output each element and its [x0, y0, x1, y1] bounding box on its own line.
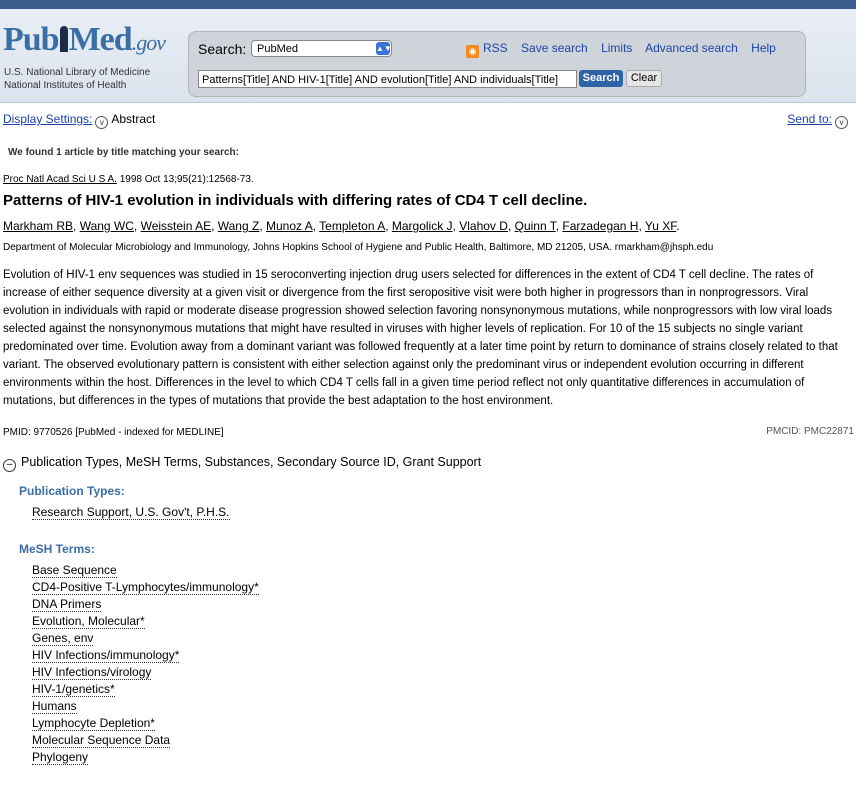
mesh-term[interactable]: Molecular Sequence Data [32, 733, 171, 747]
logo-text-pub: Pub [3, 21, 59, 58]
author-link[interactable]: Vlahov D [459, 219, 508, 233]
header [0, 9, 856, 103]
display-settings [3, 112, 155, 129]
details-header: Publication Types, MeSH Terms, Substances, Secondary Source ID, Grant Support [21, 455, 482, 469]
mesh-term[interactable]: CD4-Positive T-Lymphocytes/immunology* [32, 580, 259, 594]
publication-types-heading: Publication Types: [19, 484, 125, 498]
mesh-term[interactable]: Genes, env [32, 631, 94, 645]
author-link[interactable]: Farzadegan H [562, 219, 639, 233]
dropdown-arrow-icon: ▲▼ [376, 44, 392, 53]
limits-link[interactable]: Limits [601, 41, 633, 55]
logo-text-med: Med [68, 21, 132, 58]
top-bar [0, 0, 856, 9]
save-search-link[interactable]: Save search [521, 41, 588, 55]
display-format: Abstract [111, 112, 156, 126]
author-list: Markham RB, Wang WC, Weisstein AE, Wang Z, Munoz A, Templeton A, Margolick J, Vlahov D, Quinn T, Farzadegan H, Yu XF. [3, 219, 680, 233]
pmcid: PMCID: PMC22871 [766, 426, 854, 437]
search-button[interactable]: Search [579, 70, 623, 87]
rss-icon[interactable]: ◉ [466, 45, 479, 58]
author-link[interactable]: Markham RB [3, 219, 74, 233]
author-link[interactable]: Templeton A [319, 219, 386, 233]
mesh-term[interactable]: HIV Infections/virology [32, 665, 152, 679]
mesh-term[interactable]: DNA Primers [32, 597, 102, 611]
display-settings-link[interactable]: Display Settings: [3, 112, 93, 126]
details-toggle[interactable] [3, 455, 481, 472]
send-to [787, 112, 851, 129]
article-title: Patterns of HIV-1 evolution in individuals with differing rates of CD4 T cell decline. [3, 192, 588, 209]
mesh-term[interactable]: HIV-1/genetics* [32, 682, 115, 696]
found-message: We found 1 article by title matching your search: [8, 147, 239, 158]
author-link[interactable]: Wang Z [217, 219, 260, 233]
logo-gov: .gov [131, 30, 165, 55]
help-link[interactable]: Help [751, 41, 776, 55]
journal-link[interactable]: Proc Natl Acad Sci U S A. [3, 174, 117, 185]
author-link[interactable]: Weisstein AE [140, 219, 212, 233]
rss-link[interactable]: RSS [483, 41, 508, 55]
abstract-text: Evolution of HIV-1 env sequences was studied in 15 seroconverting injection drug users selected for differences in the extent of CD4 T cell decline. The rates of increase of either sequence diversity at a given visit or divergence from the first seropositive visit were both higher in progressors than in nonprogressors. Viral evolution in individuals with rapid or moderate disease progression showed selection favoring nonsynonymous mutations, while nonprogressors with low viral loads selected against the nonsynonymous mutations that might have resulted in viruses with higher levels of replication. For 10 of the 15 subjects no single variant predominated over time. Evolution away from a dominant variant was followed frequently at a later time point by return to dominance of strains closely related to that variant. The observed evolutionary pattern is consistent with either selection against only the predominant virus or independent evolution occurring in different environments within the host. Differences in the level to which CD4 T cells fall in a given time period reflect not only quantitative differences in accumulation of mutations, but differences in the types of mutations that provide the best adaptation to the host environment. [3, 269, 838, 407]
nlm-line2: National Institutes of Health [4, 80, 127, 91]
publication-type-item[interactable]: Research Support, U.S. Gov't, P.H.S. [32, 505, 230, 519]
mesh-term[interactable]: Phylogeny [32, 750, 89, 764]
mesh-term[interactable]: HIV Infections/immunology* [32, 648, 180, 662]
citation [3, 174, 254, 185]
pmid: PMID: 9770526 [PubMed - indexed for MEDLINE] [3, 427, 224, 438]
mesh-term[interactable]: Base Sequence [32, 563, 117, 577]
author-link[interactable]: Margolick J [391, 219, 453, 233]
clear-button[interactable]: Clear [626, 70, 662, 87]
database-select[interactable] [251, 40, 392, 57]
nlm-line1: U.S. National Library of Medicine [4, 67, 151, 78]
author-link[interactable]: Quinn T [514, 219, 556, 233]
author-link[interactable]: Munoz A [266, 219, 313, 233]
search-label: Search: [198, 41, 247, 57]
mesh-terms-heading: MeSH Terms: [19, 542, 95, 556]
database-select-value: PubMed [257, 43, 298, 55]
nlm-text [4, 66, 150, 92]
citation-details: 1998 Oct 13;95(21):12568-73. [119, 174, 254, 185]
minus-circle-icon[interactable]: – [3, 459, 16, 472]
author-link[interactable]: Wang WC [79, 219, 134, 233]
advanced-search-link[interactable]: Advanced search [645, 41, 738, 55]
header-links [466, 41, 786, 58]
lamp-icon [60, 26, 68, 52]
mesh-term[interactable]: Evolution, Molecular* [32, 614, 145, 628]
search-input[interactable]: Patterns[Title] AND HIV-1[Title] AND evolution[Title] AND individuals[Title] [198, 70, 577, 88]
pubmed-logo[interactable] [3, 21, 165, 59]
affiliation: Department of Molecular Microbiology and Immunology, Johns Hopkins School of Hygiene and Public Health, Baltimore, MD 21205, USA. rmarkham@jhsph.edu [3, 242, 714, 253]
mesh-term[interactable]: Lymphocyte Depletion* [32, 716, 155, 730]
send-to-dropdown-icon[interactable]: v [835, 116, 848, 129]
send-to-link[interactable]: Send to: [787, 112, 832, 126]
mesh-term[interactable]: Humans [32, 699, 77, 713]
collapse-circle-icon[interactable]: v [95, 116, 108, 129]
author-link[interactable]: Yu XF [644, 219, 677, 233]
